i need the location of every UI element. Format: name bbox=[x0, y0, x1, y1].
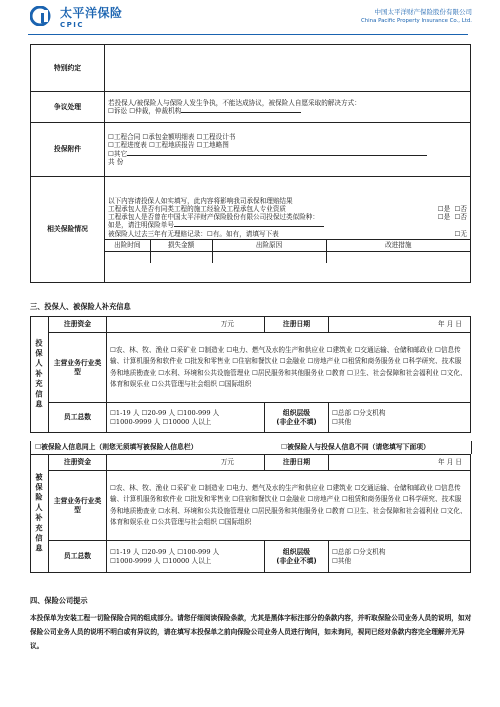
dispute-options[interactable] bbox=[108, 107, 467, 115]
org-line-1[interactable]: ☐总部 ☐分支机构 bbox=[332, 409, 386, 418]
insured-same-checkbox[interactable]: ☐被保险人信息同上（则您无须填写被保险人信息栏） bbox=[35, 443, 198, 451]
none-checkbox[interactable]: ☐无 bbox=[454, 229, 467, 238]
rel-line-4-text: 如是，请注明保险单号 bbox=[108, 221, 174, 230]
org-label-note: (非企业不填) bbox=[276, 417, 317, 426]
attach-line-4: 共 份 bbox=[108, 157, 124, 166]
date-field[interactable]: 年 月 日 bbox=[329, 455, 471, 471]
cpic-logo-icon bbox=[30, 6, 56, 26]
insured-vertical-label: 被保险人补充信息 bbox=[31, 455, 49, 573]
company-name-en: China Pacific Property Insurance Co., Ltd. bbox=[360, 18, 472, 24]
yes-checkbox[interactable]: ☐是 bbox=[437, 204, 451, 213]
rel-line-3-text: 工程承包人是否曾在中国太平洋财产保险股份有限公司投保过类似险种： bbox=[108, 213, 319, 222]
brand-name: 太平洋保险 bbox=[60, 6, 123, 20]
org-label bbox=[265, 403, 329, 433]
no-checkbox[interactable]: ☐否 bbox=[454, 213, 467, 222]
rel-line-2 bbox=[108, 205, 467, 213]
applicant-vertical-label: 投保人补充信息 bbox=[31, 317, 49, 433]
org-line-2[interactable]: ☐其他 bbox=[332, 417, 352, 426]
org-label-text: 组织层级 bbox=[282, 409, 311, 418]
claims-header-measure: 改进措施 bbox=[326, 239, 470, 251]
capital-label: 注册资金 bbox=[49, 317, 107, 333]
rel-line-2-choices[interactable] bbox=[438, 205, 467, 213]
claims-cell[interactable] bbox=[105, 251, 150, 263]
company-name: 中国太平洋财产保险股份有限公司 bbox=[374, 8, 472, 16]
staff-line-2[interactable]: ☐1000-9999 人 ☐10000 人以上 bbox=[110, 556, 212, 565]
staff-options[interactable] bbox=[107, 403, 265, 433]
dispute-label: 争议处理 bbox=[31, 92, 105, 123]
attach-line-2[interactable]: ☐工程进度表 ☐工程地质报告 ☐工地略图 bbox=[108, 141, 229, 150]
attach-line-3[interactable] bbox=[108, 150, 467, 158]
header-divider bbox=[28, 34, 468, 35]
staff-line-1[interactable]: ☐1-19 人 ☐20-99 人 ☐100-999 人 bbox=[110, 409, 220, 418]
claims-table bbox=[105, 239, 470, 264]
staff-label: 员工总数 bbox=[49, 541, 107, 573]
claims-cell[interactable] bbox=[212, 251, 326, 263]
industry-options[interactable]: ☐农、林、牧、渔业 ☐采矿业 ☐制造业 ☐电力、燃气及水的生产和供应业 ☐建筑业 ☐交通运输、仓储和邮政业 ☐信息传输、计算机服务和软件业 ☐批发和零售业 ☐住宿和餐饮业 ☐金融业 ☐房地产业 ☐租赁和商务服务业 ☐科学研究、技术服务和地质勘查业 ☐水利、环境和公共设施管理业 ☐居民服务和其他服务业 ☐教育 ☐卫生、社会保障和社会福利业 ☐文化、体育和娱乐业 ☐公共管理与社会组织 ☐国际组织 bbox=[107, 333, 471, 403]
capital-field[interactable] bbox=[107, 317, 265, 333]
org-options[interactable] bbox=[329, 403, 471, 433]
org-options[interactable] bbox=[329, 541, 471, 573]
section-3-title: 三、投保人、被保险人补充信息 bbox=[30, 302, 131, 311]
rel-line-3-choices[interactable] bbox=[438, 213, 467, 221]
claims-header-cause: 出险原因 bbox=[212, 239, 326, 251]
special-field[interactable] bbox=[105, 45, 471, 92]
claims-cell[interactable] bbox=[326, 251, 470, 263]
org-label bbox=[265, 541, 329, 573]
org-label-note: (非企业不填) bbox=[276, 556, 317, 565]
insured-diff-checkbox[interactable]: ☐被保险人与投保人信息不同（请您填写下面项） bbox=[281, 443, 430, 451]
rel-label bbox=[31, 177, 105, 283]
date-field[interactable]: 年 月 日 bbox=[329, 317, 471, 333]
dispute-field bbox=[105, 92, 471, 123]
org-line-2[interactable]: ☐其他 bbox=[332, 556, 352, 565]
capital-label: 注册资金 bbox=[49, 455, 107, 471]
rel-line-5-text: 被保险人过去三年有无理赔记录：☐有。如有，请填写下表 bbox=[108, 229, 279, 238]
dispute-options-text: ☐诉讼 ☐仲裁，仲裁机构 bbox=[108, 107, 182, 115]
insured-info-table bbox=[30, 454, 471, 573]
claims-header-time: 出险时间 bbox=[105, 239, 150, 251]
attach-line-1[interactable]: ☐工程合同 ☐承包金额明细表 ☐工程设计书 bbox=[108, 133, 236, 142]
attach-field bbox=[105, 123, 471, 177]
capital-unit: 万元 bbox=[220, 320, 234, 329]
top-form-table bbox=[30, 44, 471, 283]
staff-label: 员工总数 bbox=[49, 403, 107, 433]
staff-line-1[interactable]: ☐1-19 人 ☐20-99 人 ☐100-999 人 bbox=[110, 548, 220, 557]
attach-label: 投保附件 bbox=[31, 123, 105, 177]
claims-header-amount: 损失金额 bbox=[150, 239, 212, 251]
claims-cell[interactable] bbox=[150, 251, 212, 263]
rel-field bbox=[105, 177, 471, 283]
capital-unit: 万元 bbox=[220, 458, 234, 467]
header bbox=[0, 0, 500, 32]
capital-field[interactable] bbox=[107, 455, 265, 471]
staff-line-2[interactable]: ☐1000-9999 人 ☐10000 人以上 bbox=[110, 417, 212, 426]
yes-checkbox[interactable]: ☐是 bbox=[437, 213, 451, 222]
industry-options[interactable]: ☐农、林、牧、渔业 ☐采矿业 ☐制造业 ☐电力、燃气及水的生产和供应业 ☐建筑业 ☐交通运输、仓储和邮政业 ☐信息传输、计算机服务和软件业 ☐批发和零售业 ☐住宿和餐饮业 ☐金融业 ☐房地产业 ☐租赁和商务服务业 ☐科学研究、技术服务和地质勘查业 ☐水利、环境和公共设施管理业 ☐居民服务和其他服务业 ☐教育 ☐卫生、社会保障和社会福利业 ☐文化、体育和娱乐业 ☐公共管理与社会组织 ☐国际组织 bbox=[107, 471, 471, 541]
org-label-text: 组织层级 bbox=[282, 548, 311, 557]
notice-text: 本投保单为安装工程一切险保险合同的组成部分。请您仔细阅读保险条款，尤其是黑体字标注部分的条款内容，并听取保险公司业务人员的说明，如对保险公司业务人员的说明不明白或有异议的，请在填写本投保单之前向保险公司业务人员进行询问，如未询问，视同已经对条款内容完全理解并无异议。 bbox=[30, 614, 472, 650]
attach-other-text: ☐其它 bbox=[108, 149, 128, 158]
staff-options[interactable] bbox=[107, 541, 265, 573]
rel-line-1: 以下内容请投保人如实填写，此内容将影响我司承保和理赔结果 bbox=[108, 196, 293, 205]
brand-name-en: CPIC bbox=[60, 21, 85, 29]
industry-label: 主营业务行业类型 bbox=[49, 471, 107, 541]
no-checkbox[interactable]: ☐否 bbox=[454, 204, 467, 213]
section-4-title: 四、保险公司提示 bbox=[30, 596, 88, 605]
rel-line-5 bbox=[108, 230, 467, 238]
rel-label-text: 相关保险情况 bbox=[47, 225, 88, 234]
rel-line-4[interactable] bbox=[108, 221, 467, 229]
date-label: 注册日期 bbox=[265, 317, 329, 333]
special-label: 特别约定 bbox=[31, 45, 105, 92]
insured-same-row bbox=[30, 441, 472, 454]
org-line-1[interactable]: ☐总部 ☐分支机构 bbox=[332, 548, 386, 557]
rel-line-2-text: 工程承包人是否有同类工程的施工经验及工程承包人专业资质 bbox=[108, 204, 287, 213]
date-label: 注册日期 bbox=[265, 455, 329, 471]
applicant-info-table bbox=[30, 316, 471, 433]
dispute-text: 若投保人/被保险人与保险人发生争执，不能达成协议，被保险人自愿采取的解决方式： bbox=[108, 98, 361, 107]
industry-label: 主营业务行业类型 bbox=[49, 333, 107, 403]
